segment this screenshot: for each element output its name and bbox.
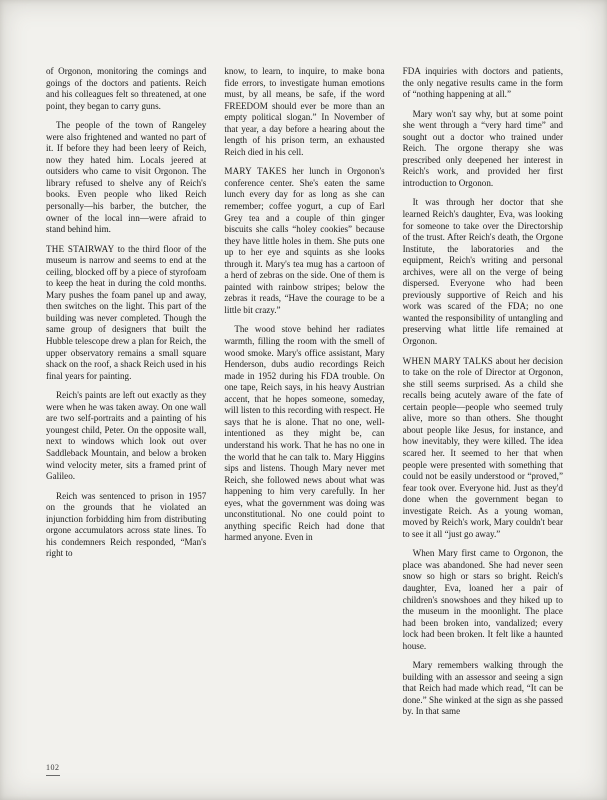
page-number: 102 (46, 763, 60, 772)
paragraph: of Orgonon, monitoring the comings and goings of the doctors and patients. Reich and his colleagues felt so threatened, at one point, they began to carry guns. (46, 66, 207, 111)
small-caps-lead: WHEN MARY TALKS (402, 355, 494, 366)
paragraph-mary-takes: MARY TAKES her lunch in Orgonon's conference center. She's eaten the same lunch every day for as long as she can remember; coffee yogurt, a cup of Earl Grey tea and a couple of thin ginger biscuits she calls “holey cookies” because they have little holes in them. She puts one up to her eye and squints as she looks through it. Mary's tea mug has a cartoon of a herd of zebras on the side. One of them is painted with rainbow stripes; below the zebras it reads, “Have the courage to be a little bit crazy.” (224, 166, 385, 315)
paragraph: know, to learn, to inquire, to make bona fide errors, to investigate human emotions must, by all means, be safe, if the word FREEDOM should ever be more than an empty political slogan.” In November of that year, a day before a hearing about the length of his prison term, an exhausted Reich died in his cell. (224, 66, 385, 157)
small-caps-lead: MARY TAKES (224, 166, 287, 177)
small-caps-lead: THE STAIRWAY (46, 243, 115, 254)
paragraph: Reich was sentenced to prison in 1957 on the grounds that he violated an injunction forbidding him from distributing orgone accumulators across state lines. To his condemners Reich responded, “Man's right to (46, 490, 207, 559)
paragraph: Mary remembers walking through the building with an assessor and seeing a sign that Reich had made which read, “It can be done.” She winked at the sign as she passed by. In that same (402, 660, 563, 717)
paragraph: It was through her doctor that she learned Reich's daughter, Eva, was looking for someone to take over the Directorship of the trust. After Reich's death, the Orgone Institute, the laboratories and the equipment, Reich's writing and personal archives, were all on the verge of being dispersed. Everyone who had been previously supportive of Reich and his work was scared of the FDA; no one wanted the responsibility of untangling and preserving what little life remained at Orgonon. (402, 197, 563, 347)
paragraph: The wood stove behind her radiates warmth, filling the room with the smell of wood smoke. Mary's office assistant, Mary Henderson, dubs audio recordings Reich made in 1952 during his FDA trouble. On one tape, Reich says, in his heavy Austrian accent, that he hopes someone, someday, will listen to this recording with respect. He says that he is alone. That no one, well-intentioned as they might be, can understand his work. That he has no one in the world that he can talk to. Mary Higgins sips and listens. Though Mary never met Reich, she followed news about what was happening to him very carefully. In her eyes, what the government was doing was unconstitutional. No one could point to anything specific Reich had done that harmed anyone. Even in (224, 324, 385, 543)
paragraph: Reich's paints are left out exactly as they were when he was taken away. On one wall are two self-portraits and a painting of his youngest child, Peter. On the opposite wall, next to windows which look out over Saddleback Mountain, and below a broken wind velocity meter, sits a framed print of Galileo. (46, 390, 207, 482)
paragraph: The people of the town of Rangeley were also frightened and wanted no part of it. If before they had been leery of Reich, now they hated him. Locals jeered at outsiders who came to visit Orgonon. The library refused to shelve any of Reich's books. Even people who liked Reich personally—his barber, the butcher, the owner of the local inn—were afraid to stand behind him. (46, 120, 207, 235)
text-columns (46, 66, 563, 728)
paragraph: FDA inquiries with doctors and patients, the only negative results came in the form of “nothing happening at all.” (402, 66, 563, 100)
column-right (403, 66, 563, 728)
paragraph-stairway: THE STAIRWAY to the third floor of the museum is narrow and seems to end at the ceiling, blocked off by a piece of styrofoam to keep the heat in during the cold months. Mary pushes the foam panel up and away, then switches on the light. This part of the building was never completed. Though the same group of designers that built the Hubble telescope drew a plan for Reich, the upper observatory remains a small square shack on the roof, a shack Reich used in his final years for painting. (46, 243, 207, 381)
column-center (224, 66, 384, 728)
paragraph: When Mary first came to Orgonon, the place was abandoned. She had never seen snow so high or stars so bright. Reich's daughter, Eva, loaned her a pair of children's snowshoes and they hiked up to the museum in the moonlight. The place had been broken into, vandalized; every lock had been broken. It felt like a haunted house. (402, 548, 563, 651)
folio-rule (46, 775, 60, 776)
paragraph-when-mary-talks: WHEN MARY TALKS about her decision to take on the role of Director at Orgonon, she still seems surprised. As a child she recalls being acutely aware of the fate of certain people—people who seemed truly alive, more so than others. She thought about people like Jesus, for instance, and how inevitably, they were killed. The idea scared her. It seemed to her that when people were presented with something that could not be easily understood or “proved,” fear took over. Everyone hid. Just as they'd done when the government began to investigate Reich. As a young woman, moved by Reich's work, Mary couldn't bear to see it all “just go away.” (402, 355, 563, 539)
column-left (46, 66, 206, 728)
paragraph: Mary won't say why, but at some point she went through a “very hard time” and sought out a doctor who trained under Reich. The orgone therapy she was prescribed only deepened her interest in Reich's work, and provided her first introduction to Orgonon. (402, 108, 563, 188)
